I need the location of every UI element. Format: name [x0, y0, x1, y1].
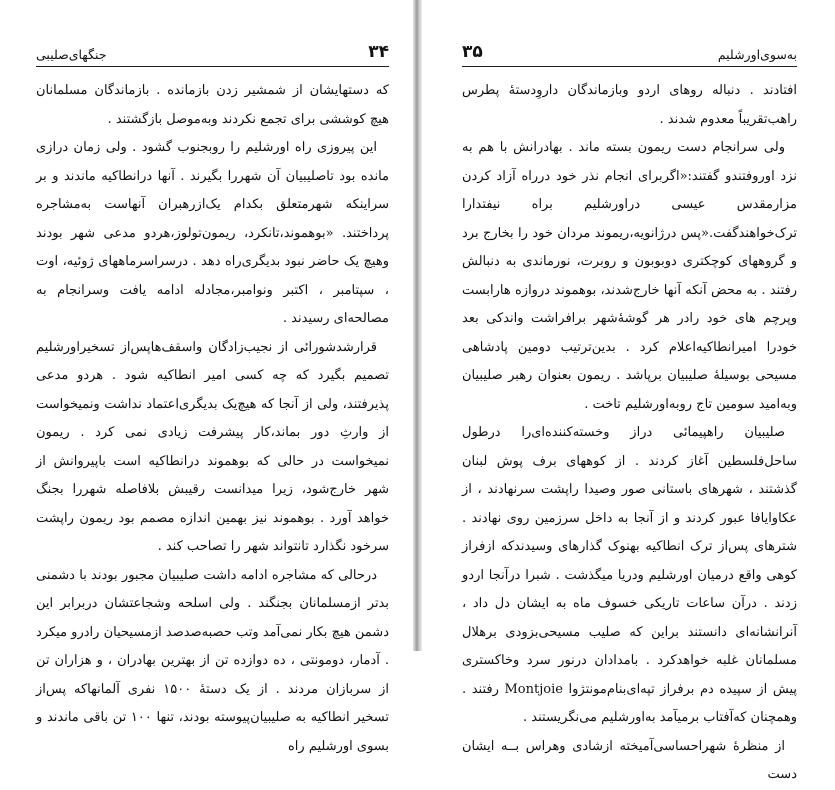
left-page-header	[36, 42, 389, 67]
paragraph: صلیبیان راهپیمائی دراز وخسته‌کننده‌ای‌را درطول ساحل‌فلسطین آغاز کردند . از کوههای برف پوش لبنان گذشتند ، شهرهای باستانی صور وصیدا راپشت سرنهادند ، از عکاوایافا عبور کردند و از آنجا به داخل سرزمین روی نهادند . شترهای پس‌از ترک انطاکیه بهنوک گذارهای وسیدندکه ازفراز کوهی واقع درمیان اورشلیم ودریا میگذشت . شبرا درآنجا اردو زدند . درآن ساعات تاریکی خسوف ماه به ایشان دل داد ، آنرانشانه‌ای دانستند براین که صلیب مسیحی‌بزودی برهلال مسلمانان غلبه خواهدکرد . بامدادان درنور سرد وخاکستری پیش از سپیده دم برفراز تپه‌ای‌بنام‌مونتژوا Montjoie رفتند . وهمچنان که‌آفتاب برمیآمد به‌اورشلیم می‌نگریستند .	[462, 425, 797, 725]
paragraph: ولی سرانجام دست ریمون بسته ماند . بهادرانش با هم به نزد اوروفتندو گفتند:«اگربرای انجام نذر خود درراه آزاد کردن مزارمقدس عیسی دراورشلیم براه نیفتدارا ترک‌خواهندگفت.«پس درژانویه،ریموند مردان خود را بخارج برد و گروههای کوچکتری دوبوبون و روبرت، نورماندی به دنبالش رفتند . به محض آنکه آنها خارج‌شدند، بوهموند دروازه هارابست وپرچم های خود رادر هر گوشهٔ‌شهر برافراشت واندکی بعد خودرا امیرانطاکیه‌اعلام کرد . بدین‌ترتیب دومین پادشاهی مسیحی بوسیلهٔ صلیبیان برپاشد . ریمون بعنوان رهبر صلیبیان وبه‌امید سومین تاج روبه‌اورشلیم تاخت .	[462, 140, 797, 412]
paragraph: که دستهایشان از شمشیر زدن بازمانده . بازماندگان مسلمانان هیچ کوششی برای تجمع نکردند وبه‌موصل بازگشتند .	[36, 83, 389, 127]
right-running-head: به‌سوی‌اورشلیم	[717, 47, 797, 62]
right-page	[422, 0, 835, 782]
paragraph: درحالی که مشاجره ادامه داشت صلیبیان مجبور بودند با دشمنی بدتر ازمسلمانان بجنگند . ولی اسلحه وشجاعتشان دربرابر این دشمن هیچ بکار نمی‌آمد وتب حصبه‌صدصد ازمسیحیان رادرو میکرد . آدمار، دومونتی ، ده دوازده تن از بهترین بهادران ، و هزاران تن از سربازان مردند . از یک دستهٔ ۱۵۰۰ نفری آلمانها‌که پس‌از تسخیر انطاکیه به صلیبیان‌پیوسته بودند، تنها ۱۰۰ تن باقی ماندند و بسوی اورشلیم راه	[36, 567, 390, 754]
paragraph: قرارشدشورائی از نجیب‌زادگان واسقف‌هاپس‌از تسخیراورشلیم تصمیم بگیرد که چه کسی امیر انطاکیه شود . هردو مدعی پذیرفتند، ولی از آنجا که هیچ‌یک بدیگری‌اعتماد نداشت ونمیخواست از وارثِ دور بماند،کار پیشرفت زیادی نمی کرد . ریمون نمیخواست در حالی که بوهموند درانطاکیه است باپیروانش از شهر خارج‌شود، زیرا میدانست رقیبش بلافاصله شهررا بجنگ خواهد آورد . بوهموند نیز بهمین اندازه مصمم بود ریمون راپشت سرخود نگذارد تانتواند شهر را تصاحب کند .	[36, 339, 389, 554]
right-page-body	[462, 77, 797, 790]
left-page-number: ۳۴	[368, 42, 389, 62]
right-page-header	[462, 42, 797, 67]
right-page-number: ۳۵	[462, 42, 483, 62]
paragraph: افتادند . دنباله روهای اردو وبازماندگان داروِدستهٔ پطرس راهب‌تقریباً معدوم شدند .	[462, 83, 797, 127]
left-page	[0, 0, 413, 754]
paragraph: از منظرهٔ شهراحساسی‌آمیخته ازشادی وهراس بــه ایشان دست	[462, 738, 797, 782]
paragraph: این پیروزی راه اورشلیم را روبجنوب گشود . ولی زمان درازی مانده بود تاصلیبیان آن شهررا بگیرند . آنها درانطاکیه ماندند و بر سراینکه شهرمتعلق بکدام یک‌ازرهبران آنهاست به‌مشاجره پرداختند. «بوهموند،تانکرد، ریمون‌تولوز،هردو مدعی شهر بودند وهیچ یک حاضر نبود بدیگری‌راه دهد . درسراسرماههای ژوئیه، اوت ، سپتامبر ، اکتبر ونوامبر،مجادله ادامه یافت وسرانجام به مصالحه‌ای رسیدند .	[36, 140, 389, 326]
left-running-head: جنگهای‌صلیبی	[36, 47, 107, 62]
left-page-body	[36, 77, 389, 761]
book-gutter	[413, 0, 422, 651]
